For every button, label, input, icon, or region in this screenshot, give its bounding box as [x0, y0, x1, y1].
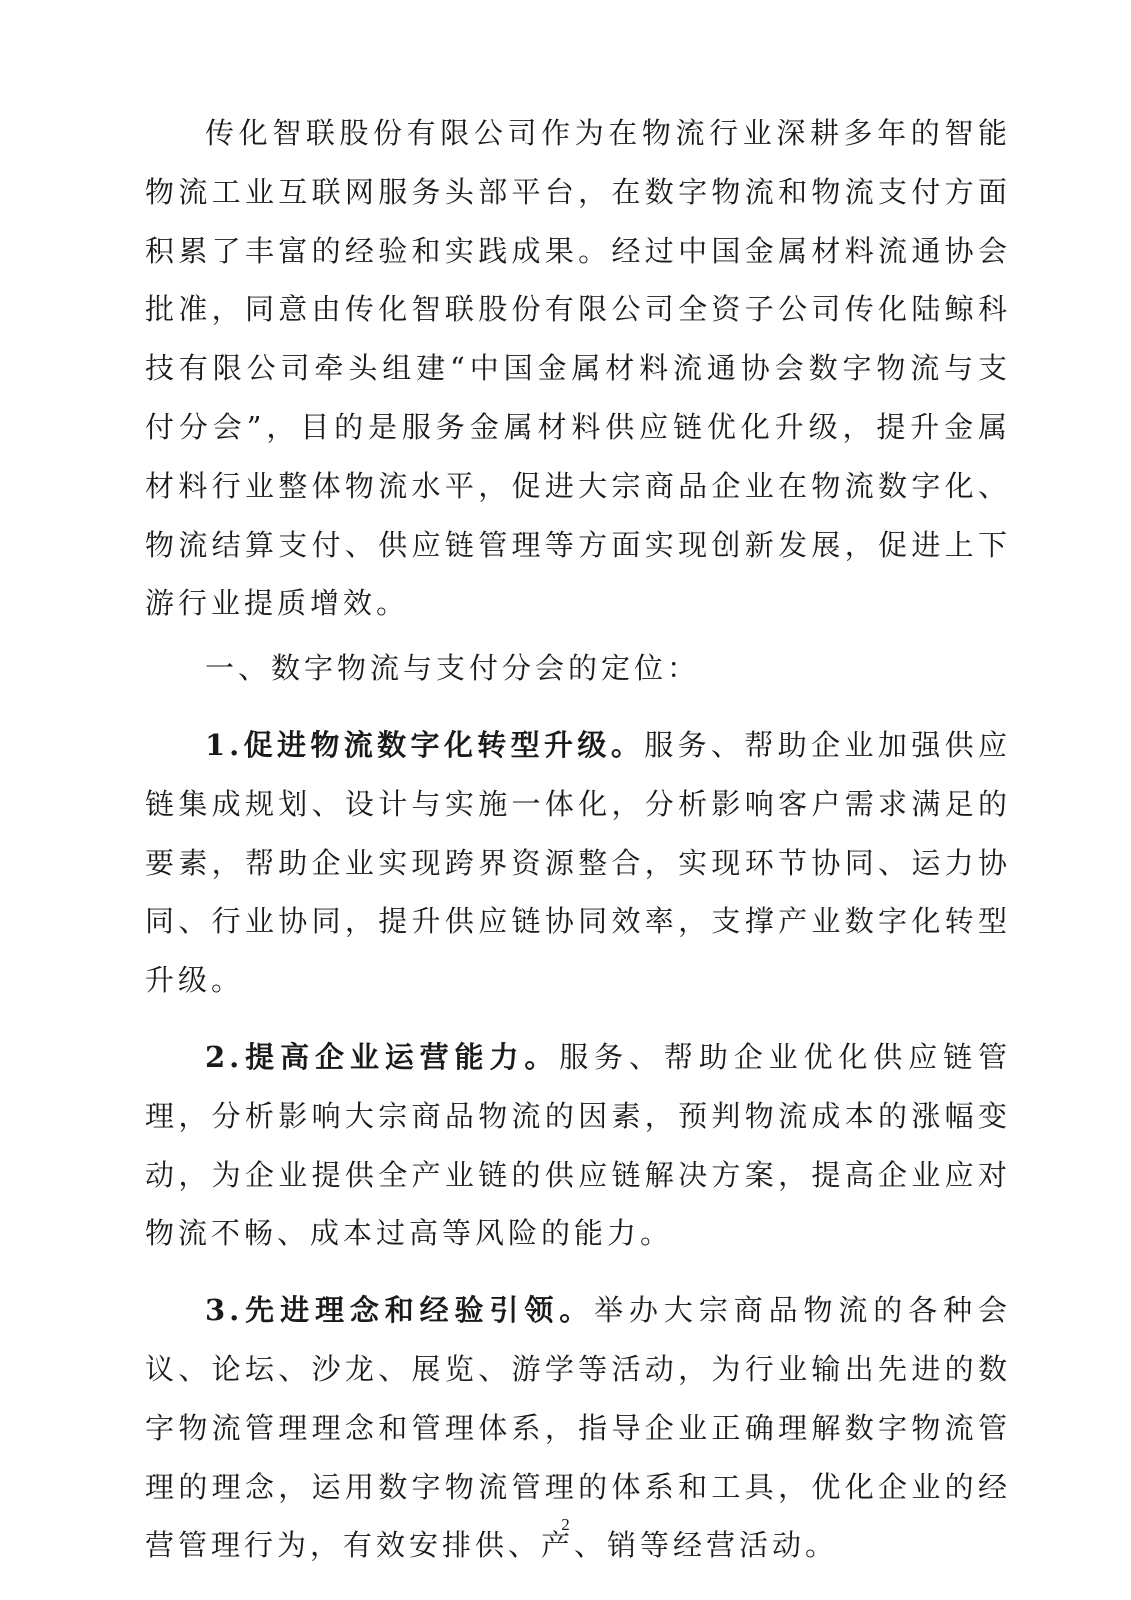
page-number: 2	[561, 1515, 570, 1534]
list-item	[145, 716, 1011, 1010]
item-title: 先进理念和经验引领。	[243, 1293, 595, 1328]
item-body: 举办大宗商品物流的各种会议、论坛、沙龙、展览、游学等活动，为行业输出先进的数字物流管理理念和管理体系，指导企业正确理解数字物流管理的理念，运用数字物流管理的体系和工具，优化企业的经营管理行为，有效安排供、产、销等经营活动。	[145, 1293, 1011, 1563]
item-number: 1.	[205, 727, 244, 762]
item-number: 3.	[205, 1293, 244, 1328]
item-title: 促进物流数字化转型升级。	[243, 727, 645, 762]
item-body: 服务、帮助企业优化供应链管理，分析影响大宗商品物流的因素，预判物流成本的涨幅变动，为企业提供全产业链的供应链解决方案，提高企业应对物流不畅、成本过高等风险的能力。	[145, 1039, 1011, 1251]
item-number: 2.	[205, 1039, 244, 1074]
list-item	[145, 1028, 1011, 1263]
item-title: 提高企业运营能力。	[243, 1039, 560, 1074]
intro-paragraph: 传化智联股份有限公司作为在物流行业深耕多年的智能物流工业互联网服务头部平台，在数字物流和物流支付方面积累了丰富的经验和实践成果。经过中国金属材料流通协会批准，同意由传化智联股份有限公司全资子公司传化陆鲸科技有限公司牵头组建“中国金属材料流通协会数字物流与支付分会”，目的是服务金属材料供应链优化升级，提升金属材料行业整体物流水平，促进大宗商品企业在物流数字化、物流结算支付、供应链管理等方面实现创新发展，促进上下游行业提质增效。	[145, 116, 1011, 621]
document-page	[145, 104, 1011, 1575]
section-heading: 一、数字物流与支付分会的定位：	[205, 651, 701, 686]
item-body: 服务、帮助企业加强供应链集成规划、设计与实施一体化，分析影响客户需求满足的要素，帮助企业实现跨界资源整合，实现环节协同、运力协同、行业协同，提升供应链协同效率，支撑产业数字化转型升级。	[145, 727, 1011, 998]
